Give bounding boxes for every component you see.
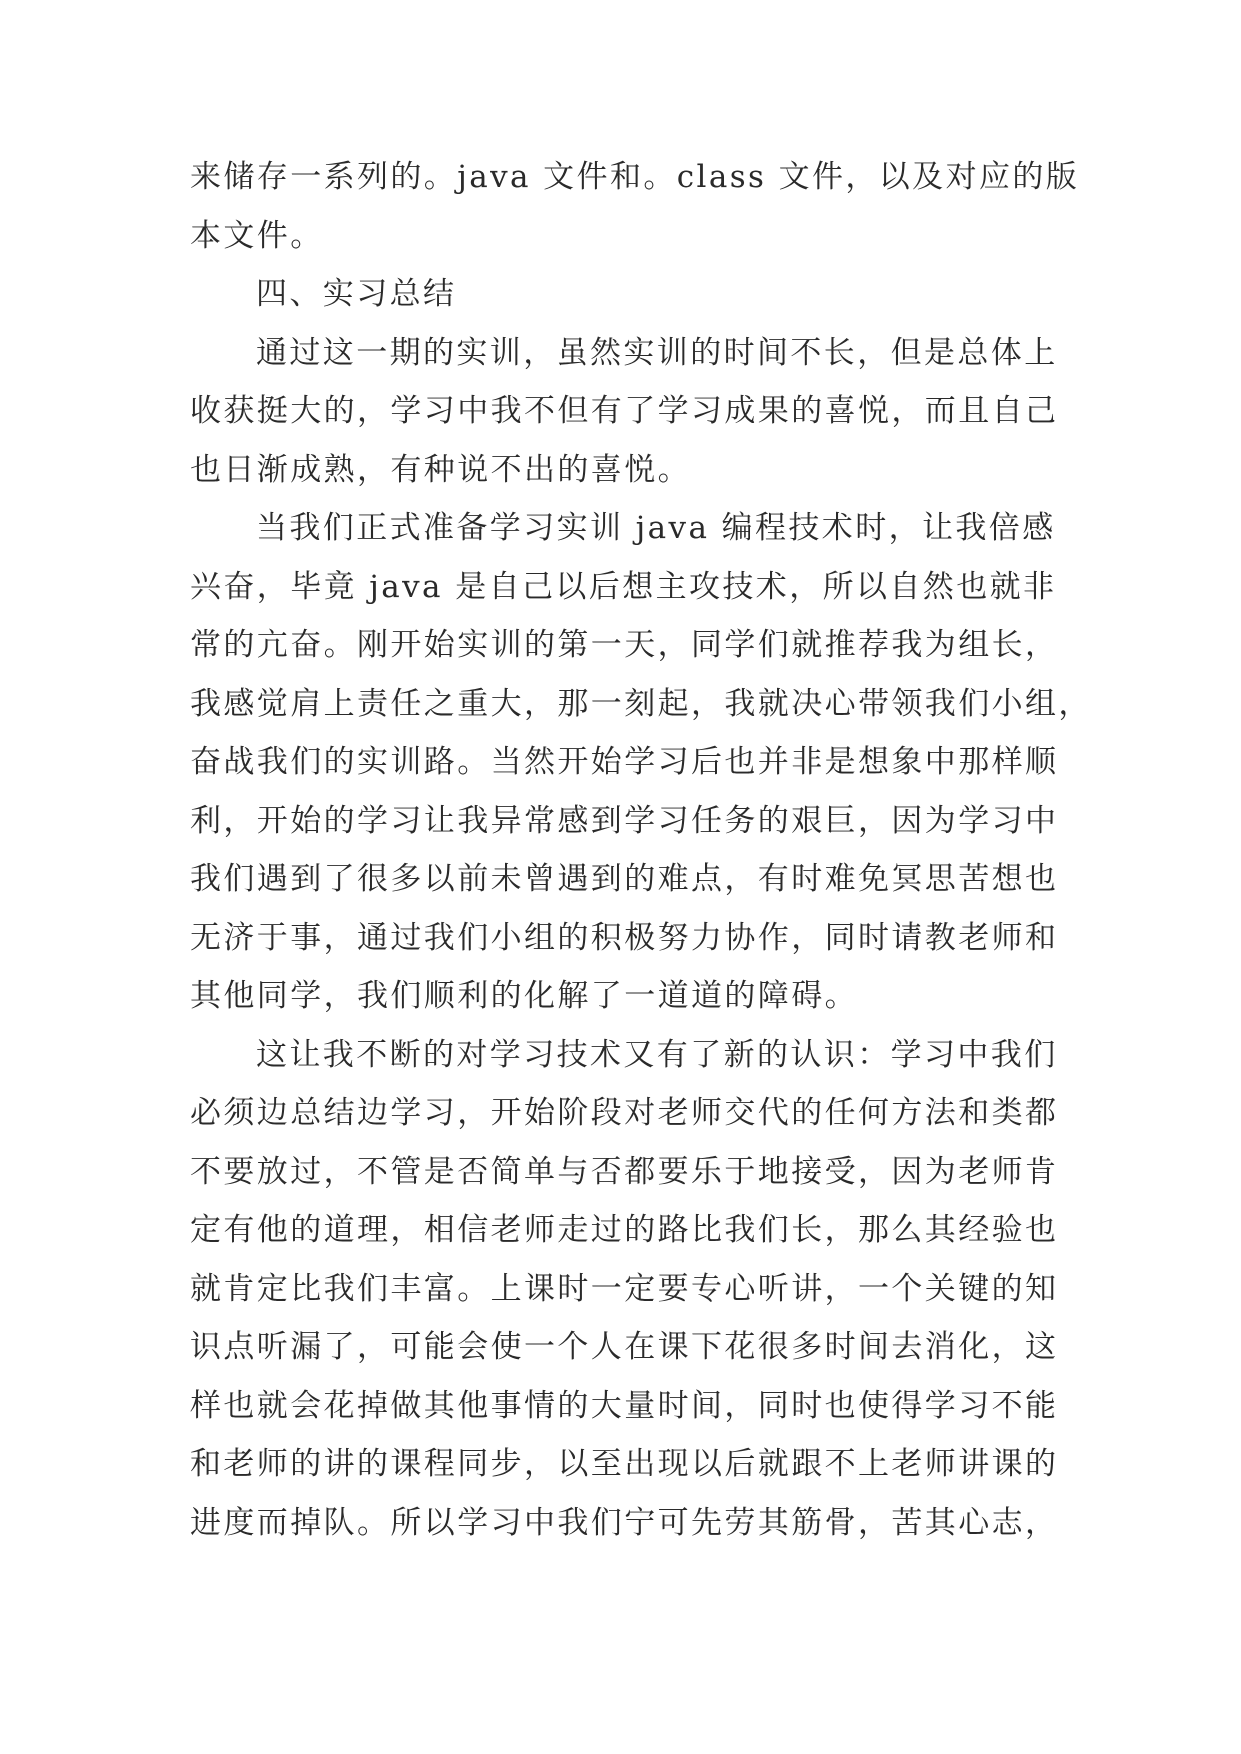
text-line: 通过这一期的实训，虽然实训的时间不长，但是总体上 <box>256 334 1058 371</box>
text-line: 识点听漏了，可能会使一个人在课下花很多时间去消化，这 <box>190 1329 1059 1365</box>
text-line: 兴奋，毕竟 java 是自己以后想主攻技术，所以自然也就非 <box>190 568 1057 605</box>
text-line: 收获挺大的，学习中我不但有了学习成果的喜悦，而且自己 <box>190 393 1059 429</box>
text-line: 无济于事，通过我们小组的积极努力协作，同时请教老师和 <box>190 919 1059 956</box>
text-line: 定有他的道理，相信老师走过的路比我们长，那么其经验也 <box>190 1212 1059 1248</box>
text-line: 也日渐成熟，有种说不出的喜悦。 <box>190 451 691 488</box>
text-line: 常的亢奋。刚开始实训的第一天，同学们就推荐我为组长， <box>190 627 1059 663</box>
text-line: 我感觉肩上责任之重大，那一刻起，我就决心带领我们小组， <box>190 685 1092 722</box>
text-line: 和老师的讲的课程同步，以至出现以后就跟不上老师讲课的 <box>190 1446 1059 1482</box>
text-line: 来储存一系列的。java 文件和。class 文件，以及对应的版 <box>190 159 1080 195</box>
text-line: 样也就会花掉做其他事情的大量时间，同时也使得学习不能 <box>190 1387 1059 1424</box>
text-line: 奋战我们的实训路。当然开始学习后也并非是想象中那样顺 <box>190 744 1059 780</box>
text-line: 其他同学，我们顺利的化解了一道道的障碍。 <box>190 978 858 1014</box>
text-line: 当我们正式准备学习实训 java 编程技术时，让我倍感 <box>256 510 1056 546</box>
text-line: 必须边总结边学习，开始阶段对老师交代的任何方法和类都 <box>190 1095 1059 1131</box>
document-body <box>190 148 1092 1552</box>
text-line: 利，开始的学习让我异常感到学习任务的艰巨，因为学习中 <box>190 802 1059 839</box>
text-line: 本文件。 <box>190 217 324 254</box>
text-line: 进度而掉队。所以学习中我们宁可先劳其筋骨，苦其心志， <box>190 1504 1059 1541</box>
text-line: 这让我不断的对学习技术又有了新的认识：学习中我们 <box>256 1036 1058 1073</box>
text-line: 我们遇到了很多以前未曾遇到的难点，有时难免冥思苦想也 <box>190 861 1059 897</box>
text-line: 就肯定比我们丰富。上课时一定要专心听讲，一个关键的知 <box>190 1270 1059 1307</box>
section-heading: 四、实习总结 <box>256 276 457 312</box>
text-line: 不要放过，不管是否简单与否都要乐于地接受，因为老师肯 <box>190 1153 1059 1190</box>
